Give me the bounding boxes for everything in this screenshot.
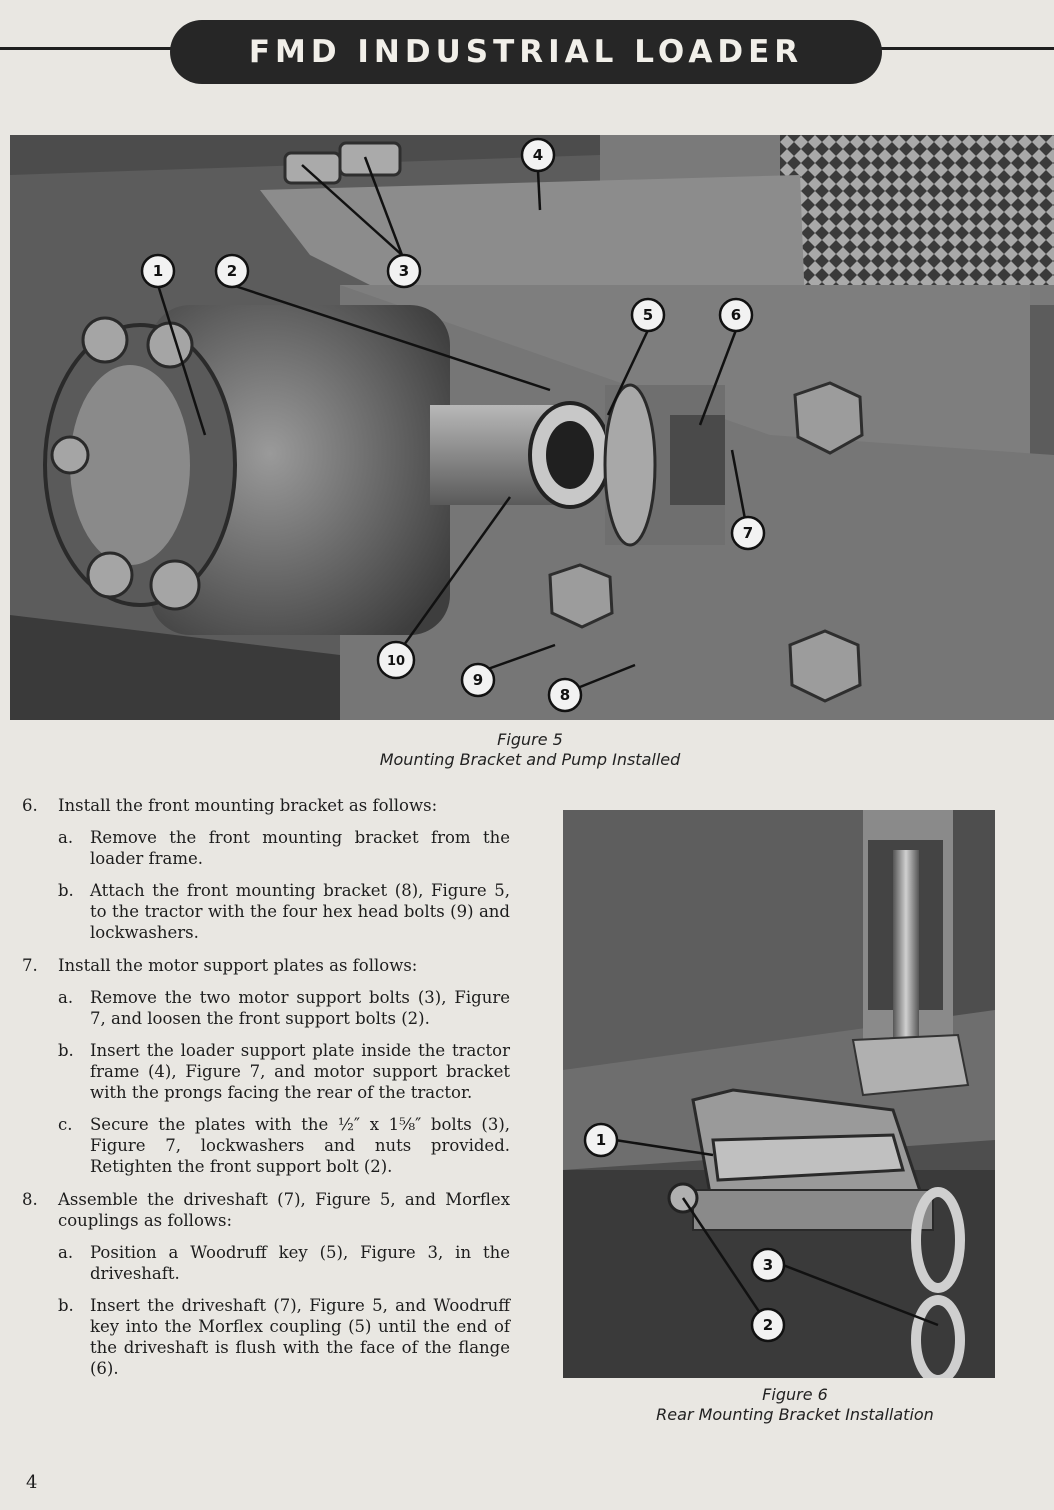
fig5-callout-7: 7 — [742, 524, 754, 542]
substep — [58, 1114, 510, 1177]
fig5-callout-3: 3 — [398, 262, 410, 280]
step-text: Assemble the driveshaft (7), Figure 5, and Morflex couplings as follows: — [58, 1190, 510, 1230]
figure-5-photo — [10, 135, 1054, 720]
step-number: 7. — [22, 956, 38, 975]
substep-letter: b. — [58, 1296, 74, 1315]
figure-6-title: Rear Mounting Bracket Installation — [656, 1405, 934, 1424]
figure-5-number: Figure 5 — [497, 730, 563, 749]
step-number: 6. — [22, 796, 38, 815]
fig6-callout-1: 1 — [595, 1131, 607, 1149]
figure-5-caption — [360, 730, 700, 770]
substep — [58, 1295, 510, 1379]
fig6-callout-2: 2 — [762, 1316, 774, 1334]
fig5-callout-5: 5 — [642, 306, 654, 324]
page-title: FMD INDUSTRIAL LOADER — [170, 20, 882, 84]
figure-6-number: Figure 6 — [762, 1385, 828, 1404]
substep — [58, 827, 510, 869]
instruction-steps — [22, 795, 510, 1391]
fig6-callout-3: 3 — [762, 1256, 774, 1274]
substep-letter: b. — [58, 881, 74, 900]
header-rule-right — [860, 47, 1054, 50]
step-6 — [22, 795, 510, 943]
substep-text: Insert the loader support plate inside the tractor frame (4), Figure 7, and motor support bracket with the prongs facing the rear of the tractor. — [90, 1041, 510, 1102]
fig5-callout-8: 8 — [559, 686, 571, 704]
figure-5-title: Mounting Bracket and Pump Installed — [379, 750, 681, 769]
step-text: Install the front mounting bracket as follows: — [58, 796, 438, 815]
substep-letter: c. — [58, 1115, 73, 1134]
fig5-callout-2: 2 — [226, 262, 238, 280]
substep — [58, 1242, 510, 1284]
substep — [58, 987, 510, 1029]
fig5-callout-9: 9 — [472, 671, 484, 689]
figure-6-photo — [563, 810, 995, 1378]
substep — [58, 880, 510, 943]
substep-text: Position a Woodruff key (5), Figure 3, in the driveshaft. — [90, 1243, 510, 1283]
fig5-callout-6: 6 — [730, 306, 742, 324]
step-number: 8. — [22, 1190, 38, 1209]
page-number: 4 — [26, 1472, 38, 1493]
substep-text: Remove the two motor support bolts (3), Figure 7, and loosen the front support bolts (2). — [90, 988, 510, 1028]
substep-text: Attach the front mounting bracket (8), Figure 5, to the tractor with the four hex head bolts (9) and lockwashers. — [90, 881, 510, 942]
step-text: Install the motor support plates as follows: — [58, 956, 418, 975]
substep-letter: a. — [58, 1243, 74, 1262]
step-8 — [22, 1189, 510, 1379]
fig5-callout-10: 10 — [386, 654, 406, 669]
figure-6-caption — [620, 1385, 970, 1425]
substep-text: Insert the driveshaft (7), Figure 5, and Woodruff key into the Morflex coupling (5) until the end of the driveshaft is flush with the face of the flange (6). — [90, 1296, 510, 1378]
substep-letter: b. — [58, 1041, 74, 1060]
substep-letter: a. — [58, 828, 74, 847]
substep-letter: a. — [58, 988, 74, 1007]
substep-text: Secure the plates with the ½″ x 1⅝″ bolts (3), Figure 7, lockwashers and nuts provided. Retighten the front support bolt (2). — [90, 1115, 510, 1176]
fig5-callout-1: 1 — [152, 262, 164, 280]
substep — [58, 1040, 510, 1103]
substep-text: Remove the front mounting bracket from the loader frame. — [90, 828, 510, 868]
fig5-callout-4: 4 — [532, 146, 544, 164]
step-7 — [22, 955, 510, 1177]
